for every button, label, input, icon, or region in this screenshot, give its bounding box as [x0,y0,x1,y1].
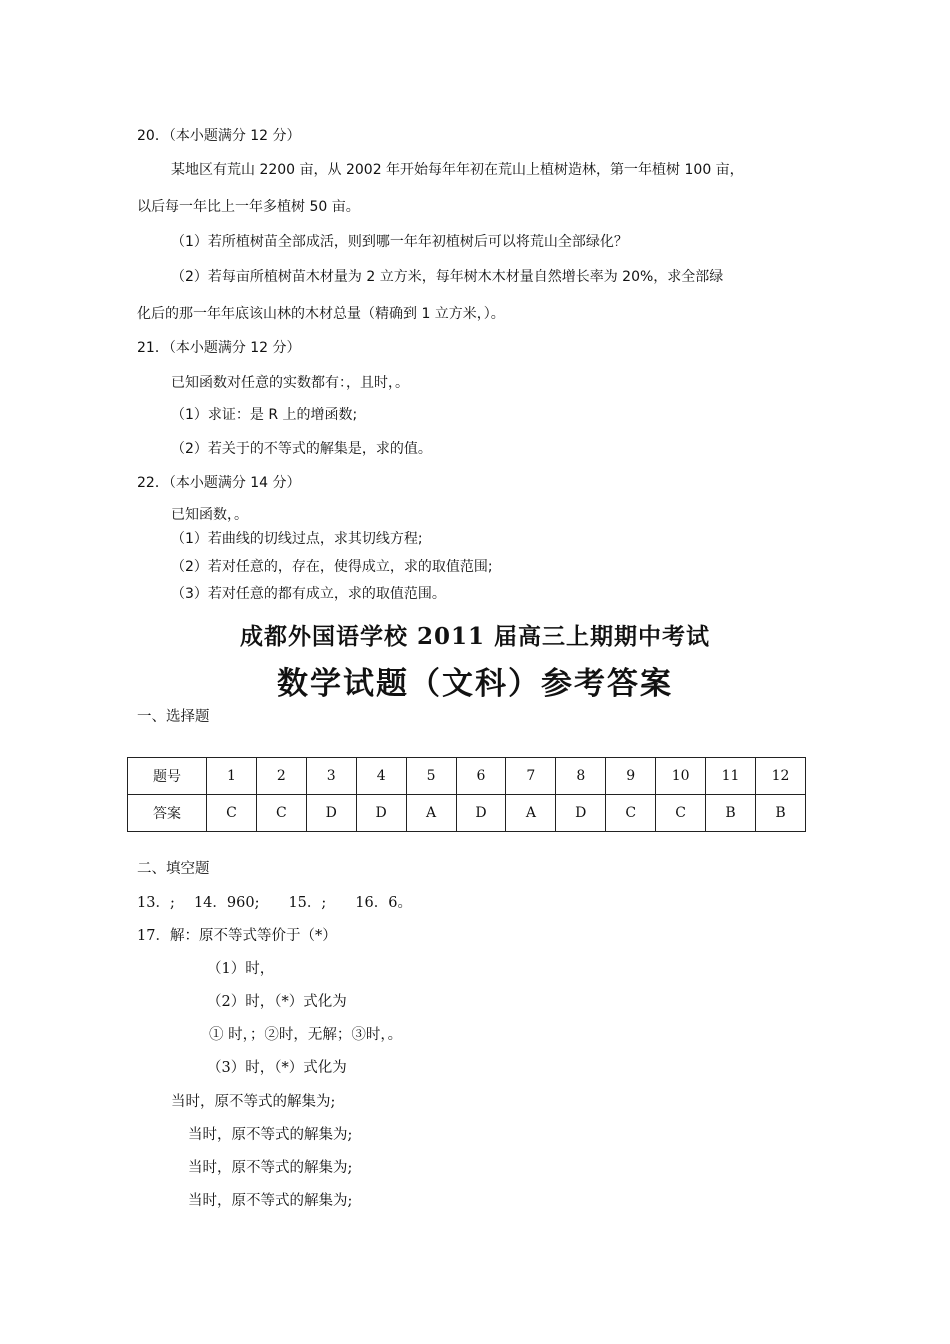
q22-stem: 已知函数，。 [171,507,248,523]
q17-case-1: （1）时， [207,961,275,977]
table-cell-number: 6 [456,758,506,795]
answer-key-school-title: 成都外国语学校 2011 届高三上期期中考试 [239,623,711,650]
q21-heading: 21．（本小题满分 12 分） [137,340,301,356]
q17-case-3: （3）时，（*）式化为 [207,1060,347,1076]
table-cell-answer: C [606,795,656,832]
q20-line2: 以后每一年比上一年多植树 50 亩。 [137,199,360,215]
table-cell-number: 2 [256,758,306,795]
table-cell-answer: D [306,795,356,832]
q21-part1: （1）求证：是 R 上的增函数; [171,407,358,423]
q17-solution-line: 17．解：原不等式等价于（*） [137,928,337,944]
q21-stem: 已知函数对任意的实数都有：，且时，。 [171,375,409,391]
section-choice-heading: 一、选择题 [137,709,210,725]
table-cell-number: 9 [606,758,656,795]
answer-table-choice-row [128,795,806,832]
table-cell-answer: C [656,795,706,832]
table-cell-answer: B [755,795,805,832]
answer-key-main-title: 数学试题（文科）参考答案 [277,666,673,702]
q20-heading: 20．（本小题满分 12 分） [137,128,301,144]
table-cell-answer: A [506,795,556,832]
row-label-number: 题号 [128,758,207,795]
table-cell-answer: D [456,795,506,832]
q17-conclusion-4: 当时，原不等式的解集为; [188,1193,353,1209]
table-cell-number: 10 [656,758,706,795]
table-cell-number: 1 [207,758,257,795]
table-cell-number: 12 [755,758,805,795]
table-cell-answer: B [706,795,756,832]
q22-heading: 22．（本小题满分 14 分） [137,475,301,491]
q20-line1: 某地区有荒山 2200 亩，从 2002 年开始每年年初在荒山上植树造林，第一年植树 100 亩， [171,162,744,178]
answer-table [127,757,806,832]
table-cell-answer: C [207,795,257,832]
q22-part1: （1）若曲线的切线过点，求其切线方程; [171,531,423,547]
table-cell-number: 11 [706,758,756,795]
fill-answers-line: 13．; 14．960; 15．; 16．6。 [137,895,412,911]
q17-case-2-sub: ① 时，；②时，无解；③时，。 [209,1027,403,1043]
table-cell-answer: D [556,795,606,832]
q17-case-2: （2）时，（*）式化为 [207,994,347,1010]
table-cell-answer: D [356,795,406,832]
q22-part2: （2）若对任意的，存在，使得成立，求的取值范围; [171,559,493,575]
q17-conclusion-1: 当时，原不等式的解集为; [171,1094,336,1110]
q17-conclusion-3: 当时，原不等式的解集为; [188,1160,353,1176]
table-cell-number: 7 [506,758,556,795]
q20-part1: （1）若所植树苗全部成活，则到哪一年年初植树后可以将荒山全部绿化？ [171,234,628,250]
answer-table-number-row [128,758,806,795]
table-cell-answer: C [256,795,306,832]
q20-part2a: （2）若每亩所植树苗木材量为 2 立方米，每年树木木材量自然增长率为 20%，求全部绿 [171,269,724,285]
q22-part3: （3）若对任意的都有成立，求的取值范围。 [171,586,446,602]
q17-conclusion-2: 当时，原不等式的解集为; [188,1127,353,1143]
q21-part2: （2）若关于的不等式的解集是，求的值。 [171,441,432,457]
table-cell-number: 8 [556,758,606,795]
table-cell-number: 3 [306,758,356,795]
row-label-answer: 答案 [128,795,207,832]
table-cell-number: 5 [406,758,456,795]
table-cell-number: 4 [356,758,406,795]
q20-part2b: 化后的那一年年底该山林的木材总量（精确到 1 立方米，）。 [137,306,505,322]
section-fill-heading: 二、填空题 [137,861,210,877]
table-cell-answer: A [406,795,456,832]
